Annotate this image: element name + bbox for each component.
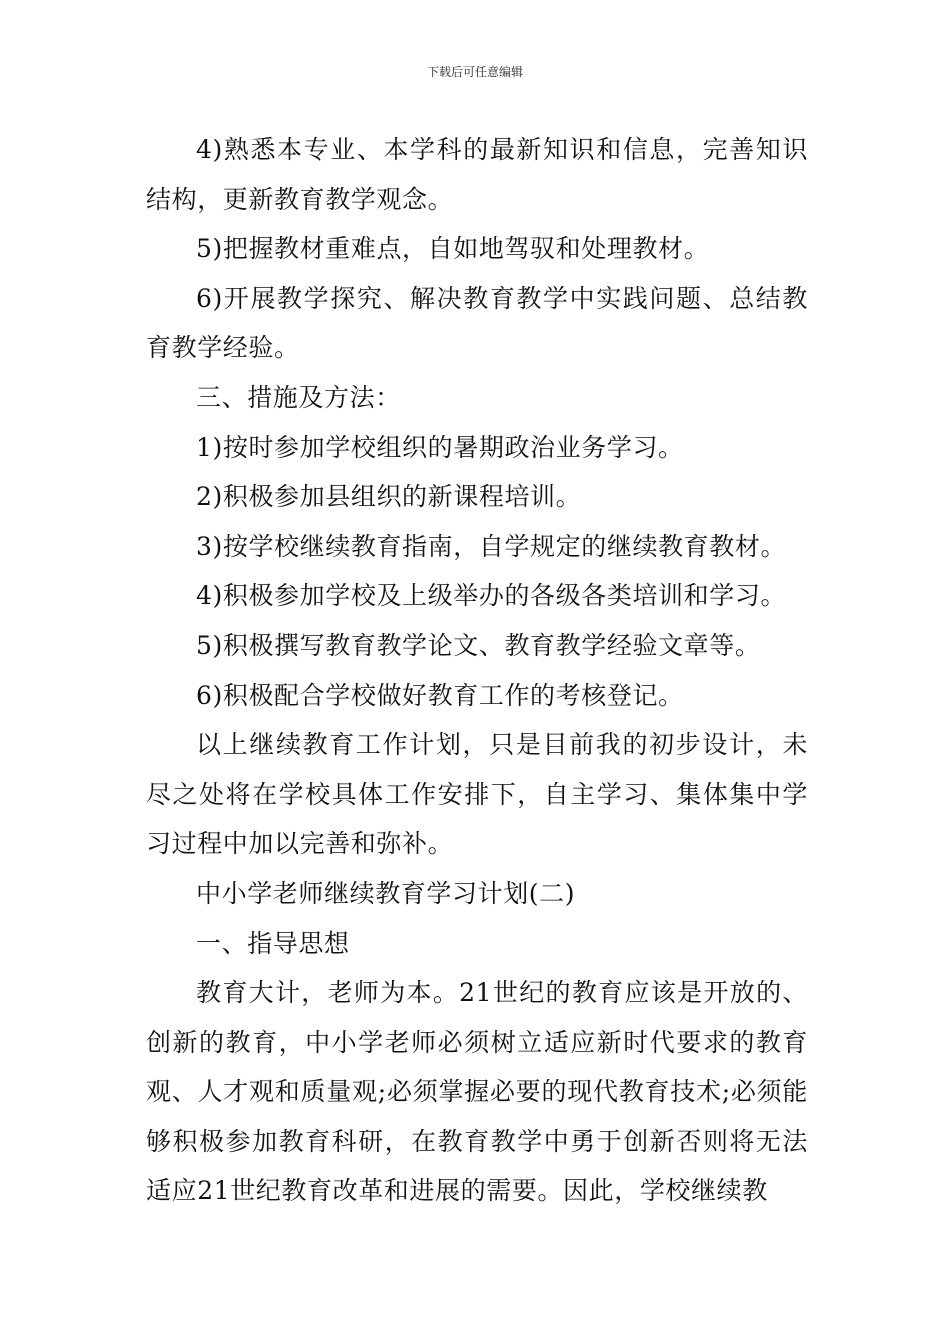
paragraph-measure-4: 4)积极参加学校及上级举办的各级各类培训和学习。: [196, 581, 787, 611]
paragraph-measure-6: 6)积极配合学校做好教育工作的考核登记。: [196, 680, 684, 710]
paragraph-conclusion: 以上继续教育工作计划，只是目前我的初步设计，未尽之处将在学校具体工作安排下，自主学习、集体集中学习过程中加以完善和弥补。: [146, 730, 808, 859]
paragraph-measure-1: 1)按时参加学校组织的暑期政治业务学习。: [196, 432, 684, 462]
page-header-note: 下载后可任意编辑: [426, 65, 523, 79]
paragraph-goal-5: 5)把握教材重难点，自如地驾驭和处理教材。: [196, 234, 710, 264]
document-body: [146, 125, 808, 1216]
paragraph-goal-6: 6)开展教学探究、解决教育教学中实践问题、总结教育教学经验。: [146, 283, 808, 363]
section-heading-measures: 三、措施及方法：: [196, 382, 401, 412]
section-heading-guiding-thought: 一、指导思想: [196, 928, 350, 958]
paragraph-goal-4: 4)熟悉本专业、本学科的最新知识和信息，完善知识结构，更新教育教学观念。: [146, 135, 808, 214]
paragraph-measure-3: 3)按学校继续教育指南，自学规定的继续教育教材。: [196, 531, 787, 561]
plan-title-two: 中小学老师继续教育学习计划(二): [196, 878, 576, 908]
paragraph-measure-5: 5)积极撰写教育教学论文、教育教学经验文章等。: [196, 630, 761, 660]
paragraph-guiding-thought: 教育大计，老师为本。21世纪的教育应该是开放的、创新的教育，中小学老师必须树立适应新时代要求的教育观、人才观和质量观;必须掌握必要的现代教育技术;必须能够积极参加教育科研，在教育教学中勇于创新否则将无法适应21世纪教育改革和进展的需要。因此，学校继续教: [146, 978, 808, 1206]
paragraph-measure-2: 2)积极参加县组织的新课程培训。: [196, 482, 582, 512]
